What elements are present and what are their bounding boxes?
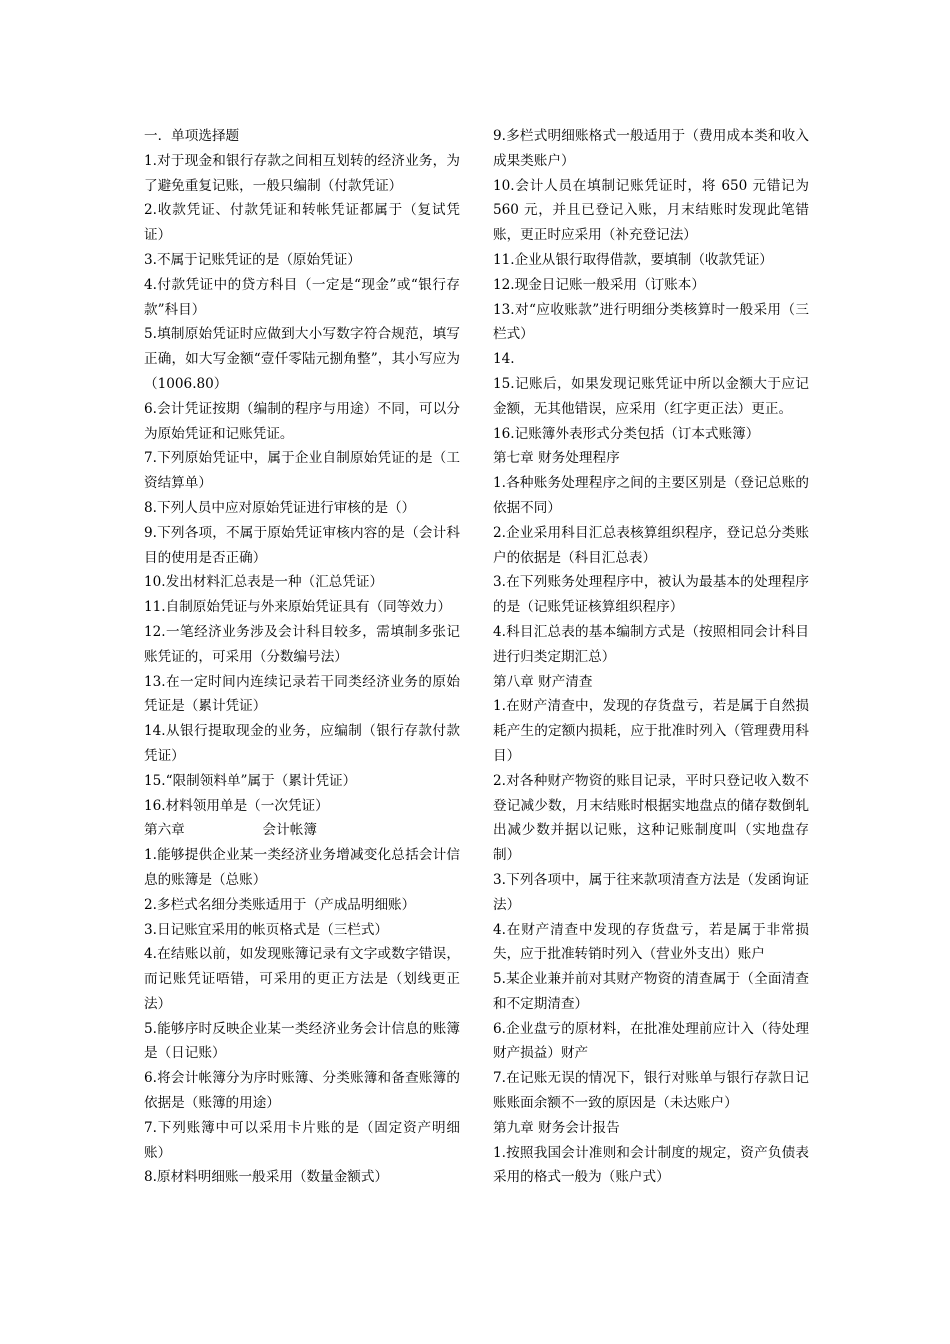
question-item: 7.下列账簿中可以采用卡片账的是（固定资产明细账） (144, 1119, 460, 1161)
question-item: 5.能够序时反映企业某一类经济业务会计信息的账簿是（日记账） (144, 1020, 460, 1062)
question-item: 5.填制原始凭证时应做到大小写数字符合规范，填写正确，如大写金额“壹仟零陆元捌角整”，其小写应为（1006.80） (144, 326, 460, 392)
question-item: 3.在下列账务处理程序中，被认为最基本的处理程序的是（记账凭证核算组织程序） (493, 574, 809, 616)
question-item: 3.日记账宜采用的帐页格式是（三栏式） (144, 921, 389, 938)
question-item: 1.对于现金和银行存款之间相互划转的经济业务，为了避免重复记账，一般只编制（付款凭证） (144, 152, 460, 194)
question-item: 6.会计凭证按期（编制的程序与用途）不同，可以分为原始凭证和记账凭证。 (144, 400, 460, 442)
question-item: 11.自制原始凭证与外来原始凭证具有（同等效力） (144, 599, 452, 616)
question-item: 4.付款凭证中的贷方科目（一定是“现金”或“银行存款”科目） (144, 276, 460, 318)
question-item: 8.下列人员中应对原始凭证进行审核的是（） (144, 499, 416, 516)
question-item: 13.在一定时间内连续记录若干同类经济业务的原始凭证是（累计凭证） (144, 673, 460, 715)
question-item: 12.一笔经济业务涉及会计科目较多，需填制多张记账凭证的，可采用（分数编号法） (144, 623, 460, 665)
question-item: 14.从银行提取现金的业务，应编制（银行存款付款凭证） (144, 723, 460, 764)
question-item: 7.在记账无误的情况下，银行对账单与银行存款日记账账面余额不一致的原因是（未达账户） (493, 1070, 809, 1112)
question-item: 16.材料领用单是（一次凭证） (144, 797, 329, 814)
question-item: 12.现金日记账一般采用（订账本） (493, 276, 705, 293)
right-column (493, 124, 809, 1190)
question-item: 4.科目汇总表的基本编制方式是（按照相同会计科目进行归类定期汇总） (493, 623, 809, 665)
chapter-heading: 第六章 会计帐簿 (144, 822, 317, 839)
question-item: 1.能够提供企业某一类经济业务增减变化总括会计信息的账簿是（总账） (144, 847, 460, 888)
left-column (144, 124, 460, 1190)
section-heading: 一．单项选择题 (144, 128, 240, 144)
question-item: 2.企业采用科目汇总表核算组织程序，登记总分类账户的依据是（科目汇总表） (493, 524, 809, 566)
chapter-heading: 第九章 财务会计报告 (493, 1119, 620, 1136)
question-item: 6.企业盘亏的原材料，在批准处理前应计入（待处理财产损益）财产 (493, 1020, 809, 1062)
question-item: 4.在结账以前，如发现账簿记录有文字或数字错误，而记账凭证唔错，可采用的更正方法是（划线更正法） (144, 946, 460, 1012)
question-item: 1.在财产清查中，发现的存货盘亏，若是属于自然损耗产生的定额内损耗，应于批准时列入（管理费用科目） (493, 698, 809, 764)
question-item: 15.“限制领料单”属于（累计凭证） (144, 772, 357, 789)
question-item: 4.在财产清查中发现的存货盘亏，若是属于非常损失，应于批准转销时列入（营业外支出）账户 (493, 921, 809, 963)
question-item: 8.原材料明细账一般采用（数量金额式） (144, 1169, 389, 1186)
question-item: 15.记账后，如果发现记账凭证中所以金额大于应记金额，无其他错误，应采用（红字更正法）更正。 (493, 375, 809, 417)
question-item: 6.将会计帐簿分为序时账簿、分类账簿和备查账簿的依据是（账簿的用途） (144, 1070, 460, 1112)
question-item: 1.各种账务处理程序之间的主要区别是（登记总账的依据不同） (493, 475, 809, 516)
question-item: 10.会计人员在填制记账凭证时，将 650 元错记为 560 元，并且已登记入账，月末结账时发现此笔错账，更正时应采用（补充登记法） (493, 177, 809, 244)
question-item: 10.发出材料汇总表是一种（汇总凭证） (144, 574, 384, 591)
chapter-heading: 第八章 财产清查 (493, 673, 593, 690)
question-item: 3.下列各项中，属于往来款项清查方法是（发函询证法） (493, 871, 809, 913)
question-item: 3.不属于记账凭证的是（原始凭证） (144, 251, 361, 268)
question-item: 2.多栏式名细分类账适用于（产成品明细账） (144, 896, 416, 913)
question-item: 5.某企业兼并前对其财产物资的清查属于（全面清查和不定期清查） (493, 971, 809, 1012)
question-item: 9.多栏式明细账格式一般适用于（费用成本类和收入成果类账户） (493, 128, 809, 169)
question-item: 14. (493, 351, 515, 368)
chapter-heading: 第七章 财务处理程序 (493, 450, 620, 467)
question-item: 9.下列各项，不属于原始凭证审核内容的是（会计科目的使用是否正确） (144, 524, 460, 566)
question-item: 13.对“应收账款”进行明细分类核算时一般采用（三栏式） (493, 301, 809, 343)
question-item: 16.记账簿外表形式分类包括（订本式账簿） (493, 425, 760, 442)
question-item: 11.企业从银行取得借款，要填制（收款凭证） (493, 251, 773, 268)
question-item: 1.按照我国会计准则和会计制度的规定，资产负债表采用的格式一般为（账户式） (493, 1144, 809, 1186)
question-item: 2.对各种财产物资的账目记录，平时只登记收入数不登记减少数，月末结账时根据实地盘点的储存数倒轧出减少数并据以记账，这种记账制度叫（实地盘存制） (493, 772, 809, 864)
question-item: 7.下列原始凭证中，属于企业自制原始凭证的是（工资结算单） (144, 450, 460, 492)
question-item: 2.收款凭证、付款凭证和转帐凭证都属于（复试凭证） (144, 202, 460, 244)
